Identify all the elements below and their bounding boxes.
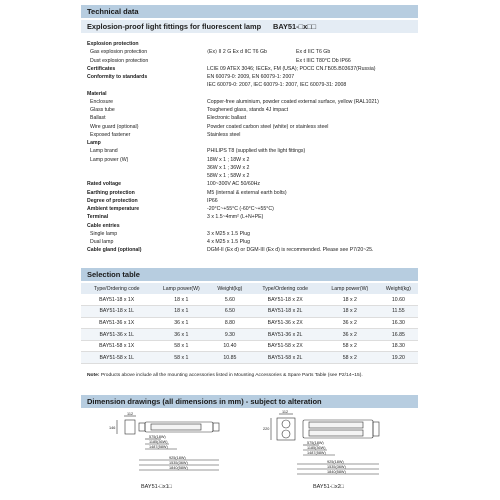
single-dim-label-1: 575(18W)	[149, 435, 166, 439]
tech-row-label: Gas explosion protection	[90, 49, 148, 56]
tech-row-value: Copper-free aluminium, powder coated external surface, yellow (RAL1021)	[207, 98, 379, 105]
single-end-cap-left	[139, 423, 145, 431]
table-cell: 36 x 2	[321, 317, 379, 329]
tech-row	[87, 206, 412, 213]
single-glass-tube	[151, 424, 201, 430]
tech-row-label: Ambient temperature	[87, 206, 140, 212]
tech-row-label: Cable gland (optional)	[87, 247, 142, 254]
table-cell: 11.55	[379, 306, 418, 318]
tech-row-label: Cable entries	[87, 222, 120, 229]
table-cell: BAY51-36 x 1X	[81, 317, 152, 329]
tech-row	[87, 107, 412, 114]
tech-row-label: Lamp brand	[90, 148, 118, 155]
tech-row-label: Lamp	[87, 140, 101, 146]
tech-row-value: Electronic ballast	[207, 115, 247, 122]
model-code: BAY51-□x□□	[273, 22, 317, 31]
tech-row	[87, 247, 412, 254]
tech-row-value-alt: Ex t IIIC T80°C Db IP66	[296, 57, 351, 64]
technical-data-list	[81, 41, 418, 260]
col-weight-1: Weight(kg)	[210, 283, 249, 294]
dual-end-view	[277, 418, 295, 440]
table-cell: 18 x 1	[152, 306, 210, 318]
table-cell: BAY51-18 x 2X	[249, 294, 320, 306]
table-cell: 16.30	[379, 317, 418, 329]
selection-table	[81, 283, 418, 364]
single-end-view	[125, 420, 135, 434]
note-label: Note:	[87, 373, 100, 378]
single-dim-label-4: 925(18W)	[169, 456, 186, 460]
tech-row-label: Material	[87, 90, 107, 97]
note-text: Products above include all the mounting accessories listed in Mounting Accessories & Spare Parts Table (see P2/14~15).	[99, 373, 363, 378]
tech-row	[87, 41, 412, 48]
tech-row-value: PHILIPS T8 (supplied with the light fittings)	[207, 148, 306, 155]
dual-top-label: 112	[282, 410, 289, 414]
tech-row	[87, 239, 412, 246]
dual-lamp-2-circle	[282, 430, 290, 438]
tech-row	[87, 181, 412, 188]
table-cell: 18 x 2	[321, 306, 379, 318]
tech-row-value: DGM-II (Ex d) or DGM-III (Ex d) is recommended. Please see P7/20~25.	[207, 247, 374, 254]
col-power-1: Lamp power(W)	[152, 283, 210, 294]
table-cell: 36 x 2	[321, 329, 379, 341]
tech-row-label: Lamp power (W)	[90, 156, 129, 163]
tech-row	[87, 173, 412, 180]
single-dim-label-6: 1840(58W)	[169, 466, 188, 470]
tech-row	[87, 148, 412, 155]
table-cell: BAY51-58 x 1X	[81, 340, 152, 352]
table-cell: BAY51-18 x 2L	[249, 306, 320, 318]
col-weight-2: Weight(kg)	[379, 283, 418, 294]
tech-row-label: Rated voltage	[87, 181, 122, 188]
tech-row-value: EN 60079-0: 2009, EN 60079-1: 2007	[207, 74, 295, 80]
dual-lamp-1-circle	[282, 420, 290, 428]
tech-row	[87, 99, 412, 106]
table-cell: 9.30	[210, 329, 249, 341]
selection-note	[81, 373, 418, 378]
table-cell: 58 x 1	[152, 340, 210, 352]
tech-row	[87, 49, 412, 56]
col-type-2: Type/Ordering code	[249, 283, 320, 294]
single-top-label: 112	[127, 412, 134, 416]
col-type-1: Type/Ordering code	[81, 283, 152, 294]
tech-row	[87, 231, 412, 238]
dimension-drawings-header: Dimension drawings (all dimensions in mm) - subject to alteration	[81, 395, 418, 408]
tech-row-value: Powder coated carbon steel (white) or stainless steel	[207, 123, 329, 130]
dual-dim-label-3: 1487(58W)	[307, 451, 326, 455]
table-cell: 8.80	[210, 317, 249, 329]
tech-row-value: 58W x 1 ; 58W x 2	[207, 173, 250, 179]
tech-row-label: Dual lamp	[90, 239, 114, 245]
dual-dim-label-6: 1840(58W)	[327, 470, 346, 474]
tech-row-label: Exposed fastener	[90, 131, 131, 138]
tech-row	[87, 157, 412, 164]
tech-row-label: Conformity to standards	[87, 74, 148, 80]
table-cell: BAY51-18 x 1L	[81, 306, 152, 318]
tech-row	[87, 91, 412, 98]
table-row	[81, 317, 418, 329]
dual-dim-label-2: 1185(36W)	[307, 446, 326, 450]
table-cell: 36 x 1	[152, 317, 210, 329]
table-cell: 58 x 1	[152, 352, 210, 364]
tech-row	[87, 140, 412, 147]
table-cell: 10.85	[210, 352, 249, 364]
single-dim-label-5: 1535(36W)	[169, 461, 188, 465]
tech-row-label: Dust explosion protection	[90, 57, 149, 64]
tech-row	[87, 198, 412, 205]
tech-row-value: Stainless steel	[207, 131, 241, 138]
single-dim-label-3: 1487(58W)	[149, 445, 168, 449]
table-cell: BAY51-58 x 2L	[249, 352, 320, 364]
table-cell: 16.85	[379, 329, 418, 341]
tech-row	[87, 82, 412, 89]
table-row	[81, 294, 418, 306]
tech-row-value: IEC 60079-0: 2007, IEC 60079-1: 2007, IEC 60079-31: 2008	[207, 82, 347, 89]
dimension-drawings	[81, 408, 418, 500]
table-cell: 18 x 2	[321, 294, 379, 306]
tech-row	[87, 66, 412, 73]
table-row	[81, 306, 418, 318]
table-cell: 19.20	[379, 352, 418, 364]
table-cell: BAY51-58 x 1L	[81, 352, 152, 364]
tech-row-value: 100~300V AC 50/60Hz	[207, 181, 260, 188]
drawing-single	[117, 416, 219, 470]
tech-row	[87, 132, 412, 139]
tech-row-label: Wire guard (optional)	[90, 123, 139, 130]
tech-row	[87, 214, 412, 221]
single-caption: BAY51-□x1□	[141, 484, 172, 490]
single-side-label: 146	[109, 426, 116, 430]
tech-row-label: Explosion protection	[87, 41, 139, 47]
tech-row-label: Earthing protection	[87, 189, 135, 196]
table-cell: BAY51-58 x 2X	[249, 340, 320, 352]
tech-row	[87, 115, 412, 122]
table-cell: BAY51-18 x 1X	[81, 294, 152, 306]
tech-row-label: Degree of protection	[87, 197, 138, 204]
table-cell: 58 x 2	[321, 352, 379, 364]
tech-row	[87, 74, 412, 81]
technical-data-header: Technical data	[81, 5, 418, 18]
dual-side-label: 220	[263, 427, 270, 431]
tech-row-value-alt: Ex d IIC T6 Gb	[296, 49, 331, 56]
table-row	[81, 340, 418, 352]
tech-row-value: Toughened glass, stands 4J impact	[207, 107, 289, 113]
selection-table-header: Selection table	[81, 268, 418, 281]
tech-row	[87, 190, 412, 197]
single-end-cap-right	[213, 423, 219, 431]
product-subtitle-bar	[81, 20, 418, 33]
tech-row-label: Certificates	[87, 65, 116, 72]
dual-dim-label-4: 925(18W)	[327, 460, 344, 464]
tech-row	[87, 223, 412, 230]
table-cell: 5.60	[210, 294, 249, 306]
col-power-2: Lamp power(W)	[321, 283, 379, 294]
dual-dim-label-5: 1535(36W)	[327, 465, 346, 469]
drawing-dual	[271, 414, 379, 474]
tech-row	[87, 58, 412, 65]
single-dim-label-2: 1185(36W)	[149, 440, 168, 444]
tech-row-label: Terminal	[87, 214, 109, 221]
tech-row-label: Glass tube	[90, 107, 115, 113]
dual-glass-tube-1	[309, 422, 363, 428]
table-cell: BAY51-36 x 1L	[81, 329, 152, 341]
tech-row	[87, 124, 412, 131]
product-subtitle: Explosion-proof light fittings for fluorescent lamp	[87, 22, 262, 31]
table-cell: 10.40	[210, 340, 249, 352]
table-cell: 36 x 1	[152, 329, 210, 341]
tech-row-value: 3 x M25 x 1.5 Plug	[207, 230, 250, 237]
dual-glass-tube-2	[309, 430, 363, 436]
dual-dim-label-1: 575(18W)	[307, 441, 324, 445]
table-cell: 18 x 1	[152, 294, 210, 306]
tech-row-value: LCIE 09 ATEX 3046; IECEx, FM (USA); POCC CN.ГБ05.B03637(Russia)	[207, 65, 376, 72]
table-row	[81, 329, 418, 341]
tech-row-value: IP66	[207, 197, 218, 204]
tech-row-value: -20°C~+55°C (-60°C~+55°C)	[207, 206, 274, 212]
tech-row-value: 3 x 1.5~4mm² (L+N+PE)	[207, 214, 264, 221]
tech-row-value: 4 x M25 x 1.5 Plug	[207, 239, 250, 245]
table-cell: BAY51-36 x 2L	[249, 329, 320, 341]
table-cell: 58 x 2	[321, 340, 379, 352]
tech-row-value: ⟨Ex⟩ II 2 G Ex d IIC T6 Gb	[207, 49, 267, 56]
table-cell: 10.60	[379, 294, 418, 306]
tech-row-label: Ballast	[90, 115, 106, 122]
table-cell: 6.50	[210, 306, 249, 318]
dual-end-cap-right	[373, 422, 379, 436]
dual-caption: BAY51-□x2□	[313, 484, 344, 490]
tech-row-value: 18W x 1 ; 18W x 2	[207, 156, 250, 163]
table-row	[81, 352, 418, 364]
selection-header-row	[81, 283, 418, 294]
tech-row-value: 36W x 1 ; 36W x 2	[207, 164, 250, 171]
table-cell: BAY51-36 x 2X	[249, 317, 320, 329]
tech-row-label: Single lamp	[90, 230, 118, 237]
tech-row-label: Enclosure	[90, 98, 114, 105]
tech-row	[87, 165, 412, 172]
tech-row-value: M5 (internal & external earth bolts)	[207, 189, 287, 196]
table-cell: 18.30	[379, 340, 418, 352]
